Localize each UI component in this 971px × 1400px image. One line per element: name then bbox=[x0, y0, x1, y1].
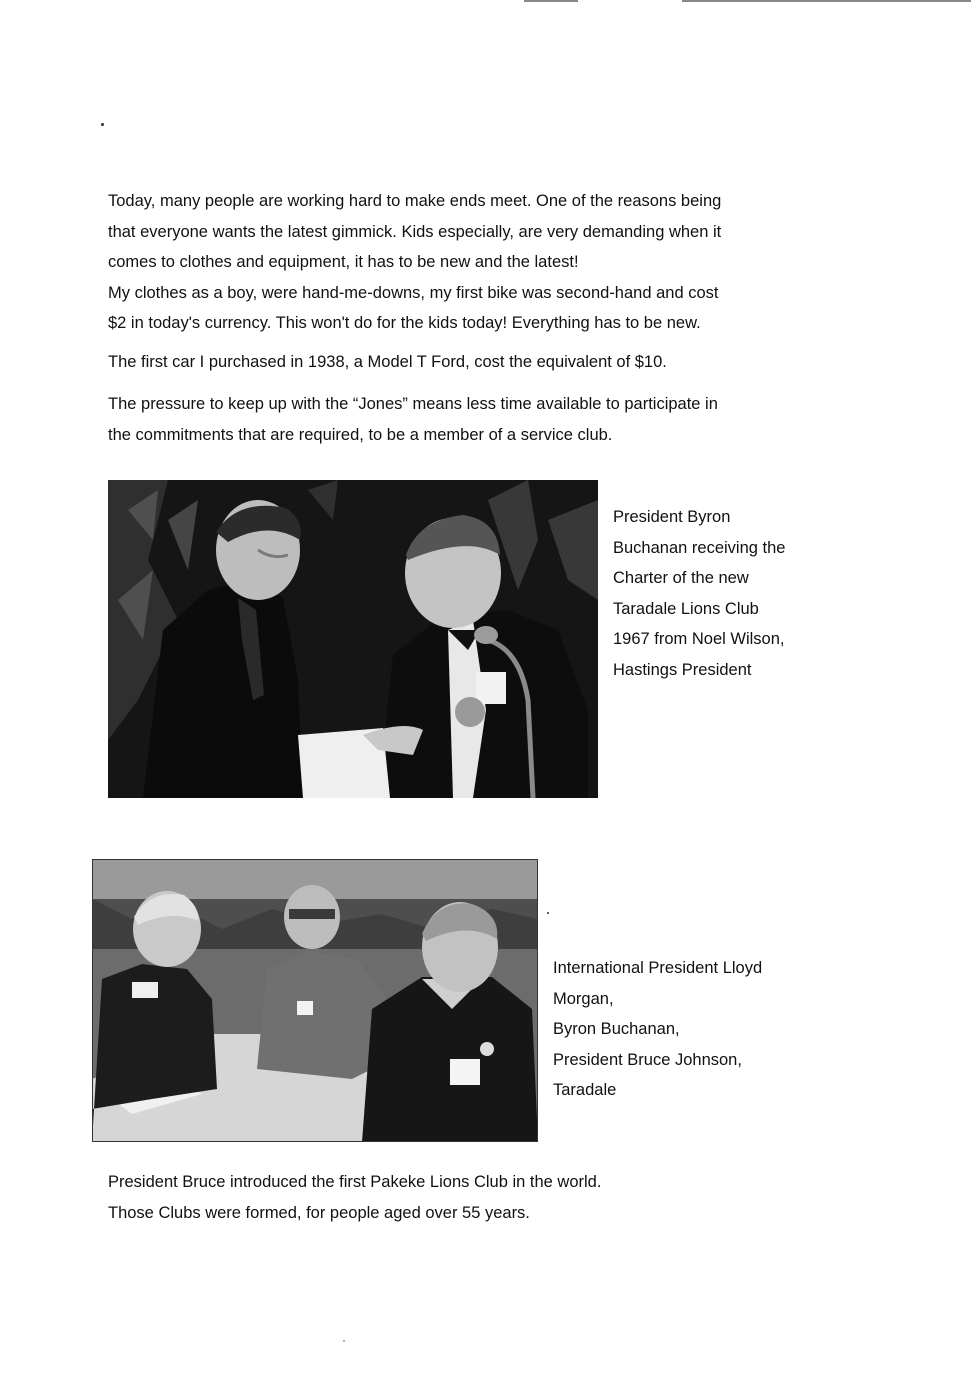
intro-line: Today, many people are working hard to make ends meet. One of the reasons being bbox=[108, 192, 722, 210]
caption-line: President Byron bbox=[613, 508, 731, 526]
caption-line: Charter of the new bbox=[613, 569, 749, 587]
car-paragraph: The first car I purchased in 1938, a Model T Ford, cost the equivalent of $10. bbox=[108, 353, 667, 371]
caption-line: International President Lloyd bbox=[553, 959, 763, 977]
caption-line: Taradale Lions Club bbox=[613, 599, 759, 618]
dinner-photo-caption bbox=[553, 953, 762, 1106]
caption-line: Morgan, bbox=[553, 989, 614, 1008]
scan-mark-top-right bbox=[682, 0, 971, 2]
scan-mark-top-center bbox=[524, 0, 578, 2]
dinner-photo-image bbox=[92, 859, 538, 1142]
caption-line: Byron Buchanan, bbox=[553, 1020, 680, 1038]
pressure-line: The pressure to keep up with the “Jones” means less time available to participate in bbox=[108, 395, 718, 413]
caption-line: Buchanan receiving the bbox=[613, 538, 786, 557]
scan-speck bbox=[343, 1340, 345, 1342]
intro-line: $2 in today's currency. This won't do for the kids today! Everything has to be new. bbox=[108, 314, 701, 332]
closing-line: President Bruce introduced the first Pakeke Lions Club in the world. bbox=[108, 1173, 602, 1191]
closing-line: Those Clubs were formed, for people aged over 55 years. bbox=[108, 1203, 530, 1222]
closing-paragraph bbox=[108, 1167, 828, 1228]
charter-photo-image bbox=[108, 480, 598, 798]
charter-photo bbox=[108, 480, 598, 798]
caption-line: Hastings President bbox=[613, 660, 752, 679]
dinner-photo bbox=[92, 859, 538, 1142]
pressure-paragraph bbox=[108, 389, 828, 450]
pressure-line: the commitments that are required, to be a member of a service club. bbox=[108, 425, 613, 444]
caption-line: President Bruce Johnson, bbox=[553, 1050, 742, 1069]
intro-line: that everyone wants the latest gimmick. Kids especially, are very demanding when it bbox=[108, 222, 722, 241]
caption-line: Taradale bbox=[553, 1081, 617, 1099]
charter-photo-caption bbox=[613, 502, 785, 685]
intro-line: My clothes as a boy, were hand-me-downs, my first bike was second-hand and cost bbox=[108, 283, 719, 302]
intro-line: comes to clothes and equipment, it has to be new and the latest! bbox=[108, 253, 579, 271]
intro-paragraph bbox=[108, 186, 828, 339]
caption-line: 1967 from Noel Wilson, bbox=[613, 630, 785, 648]
scan-speck bbox=[547, 912, 549, 914]
scan-speck bbox=[101, 123, 104, 126]
